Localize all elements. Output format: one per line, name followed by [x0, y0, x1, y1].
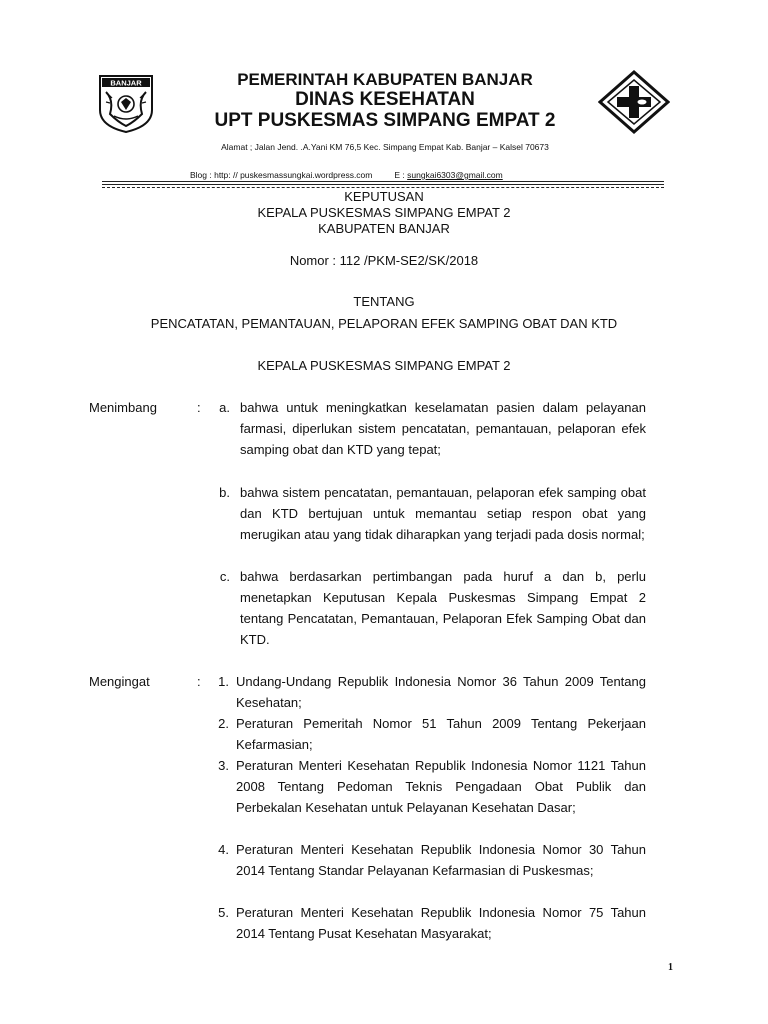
recalling-item-5: Peraturan Menteri Kesehatan Republik Indonesia Nomor 75 Tahun 2014 Tentang Pusat Kesehatan Masyarakat; [236, 905, 646, 941]
puskesmas-logo [598, 70, 670, 134]
considering-item-b: bahwa sistem pencatatan, pemantauan, pelaporan efek samping obat dan KTD bertujuan untuk memantau setiap respon obat yang merugikan atau yang tidak diharapkan yang terjadi pada dosis normal; [240, 485, 646, 542]
decree-title: KEPUTUSAN [344, 189, 424, 204]
email-label: E : [394, 170, 405, 180]
decree-regency: KABUPATEN BANJAR [318, 221, 450, 236]
header-divider [102, 181, 664, 182]
list-marker: 3. [218, 758, 229, 773]
recalling-item-1: Undang-Undang Republik Indonesia Nomor 36 Tahun 2009 Tentang Kesehatan; [236, 674, 646, 710]
list-marker: 4. [218, 842, 229, 857]
recalling-item-2: Peraturan Pemeritah Nomor 51 Tahun 2009 Tentang Pekerjaan Kefarmasian; [236, 716, 646, 752]
list-marker: b. [219, 485, 230, 500]
recalling-item-4: Peraturan Menteri Kesehatan Republik Indonesia Nomor 30 Tahun 2014 Tentang Standar Pelayanan Kefarmasian di Puskesmas; [236, 842, 646, 878]
recalling-label: Mengingat [89, 674, 150, 689]
header-government: PEMERINTAH KABUPATEN BANJAR [237, 70, 533, 89]
list-marker: 1. [218, 674, 229, 689]
header-divider [102, 184, 664, 185]
considering-label: Menimbang [89, 400, 157, 415]
decree-subject: PENCATATAN, PEMANTAUAN, PELAPORAN EFEK SAMPING OBAT DAN KTD [150, 316, 618, 331]
email-link[interactable]: sungkai6303@gmail.com [407, 170, 503, 180]
considering-item-c: bahwa berdasarkan pertimbangan pada huruf a dan b, perlu menetapkan Keputusan Kepala Puskesmas Simpang Empat 2 tentang Pencatatan, Pemantauan, Pelaporan Efek Samping Obat dan KTD. [240, 569, 646, 647]
list-marker: 2. [218, 716, 229, 731]
list-marker: 5. [218, 905, 229, 920]
decree-issuer: KEPALA PUSKESMAS SIMPANG EMPAT 2 [257, 205, 511, 220]
recalling-item-3: Peraturan Menteri Kesehatan Republik Indonesia Nomor 1121 Tahun 2008 Tentang Pedoman Teknis Pengadaan Obat Publik dan Perbekalan Kesehatan untuk Pelayanan Kesehatan Dasar; [236, 758, 646, 815]
list-marker: c. [219, 569, 230, 584]
decree-number: Nomor : 112 /PKM-SE2/SK/2018 [289, 253, 479, 268]
considering-item-a: bahwa untuk meningkatkan keselamatan pasien dalam pelayanan farmasi, diperlukan sistem pencatatan, pemantauan, pelaporan efek samping obat dan KTD yang tepat; [240, 400, 646, 457]
list-marker: a. [219, 400, 230, 415]
about-heading: TENTANG [353, 294, 415, 309]
header-divider [102, 187, 664, 188]
recalling-colon: : [197, 674, 201, 689]
crest-label: BANJAR [110, 78, 142, 88]
considering-colon: : [197, 400, 201, 415]
header-contact [190, 170, 503, 180]
blog-link[interactable]: Blog : http: // puskesmassungkai.wordpress.com [190, 170, 373, 180]
page-number: 1 [668, 962, 673, 973]
header-department: DINAS KESEHATAN [295, 89, 475, 110]
header-unit: UPT PUSKESMAS SIMPANG EMPAT 2 [214, 110, 556, 131]
header-address: Alamat ; Jalan Jend. .A.Yani KM 76,5 Kec. Simpang Empat Kab. Banjar – Kalsel 70673 [221, 142, 549, 152]
issuer-heading: KEPALA PUSKESMAS SIMPANG EMPAT 2 [257, 358, 511, 373]
banjar-crest-logo [94, 70, 158, 134]
